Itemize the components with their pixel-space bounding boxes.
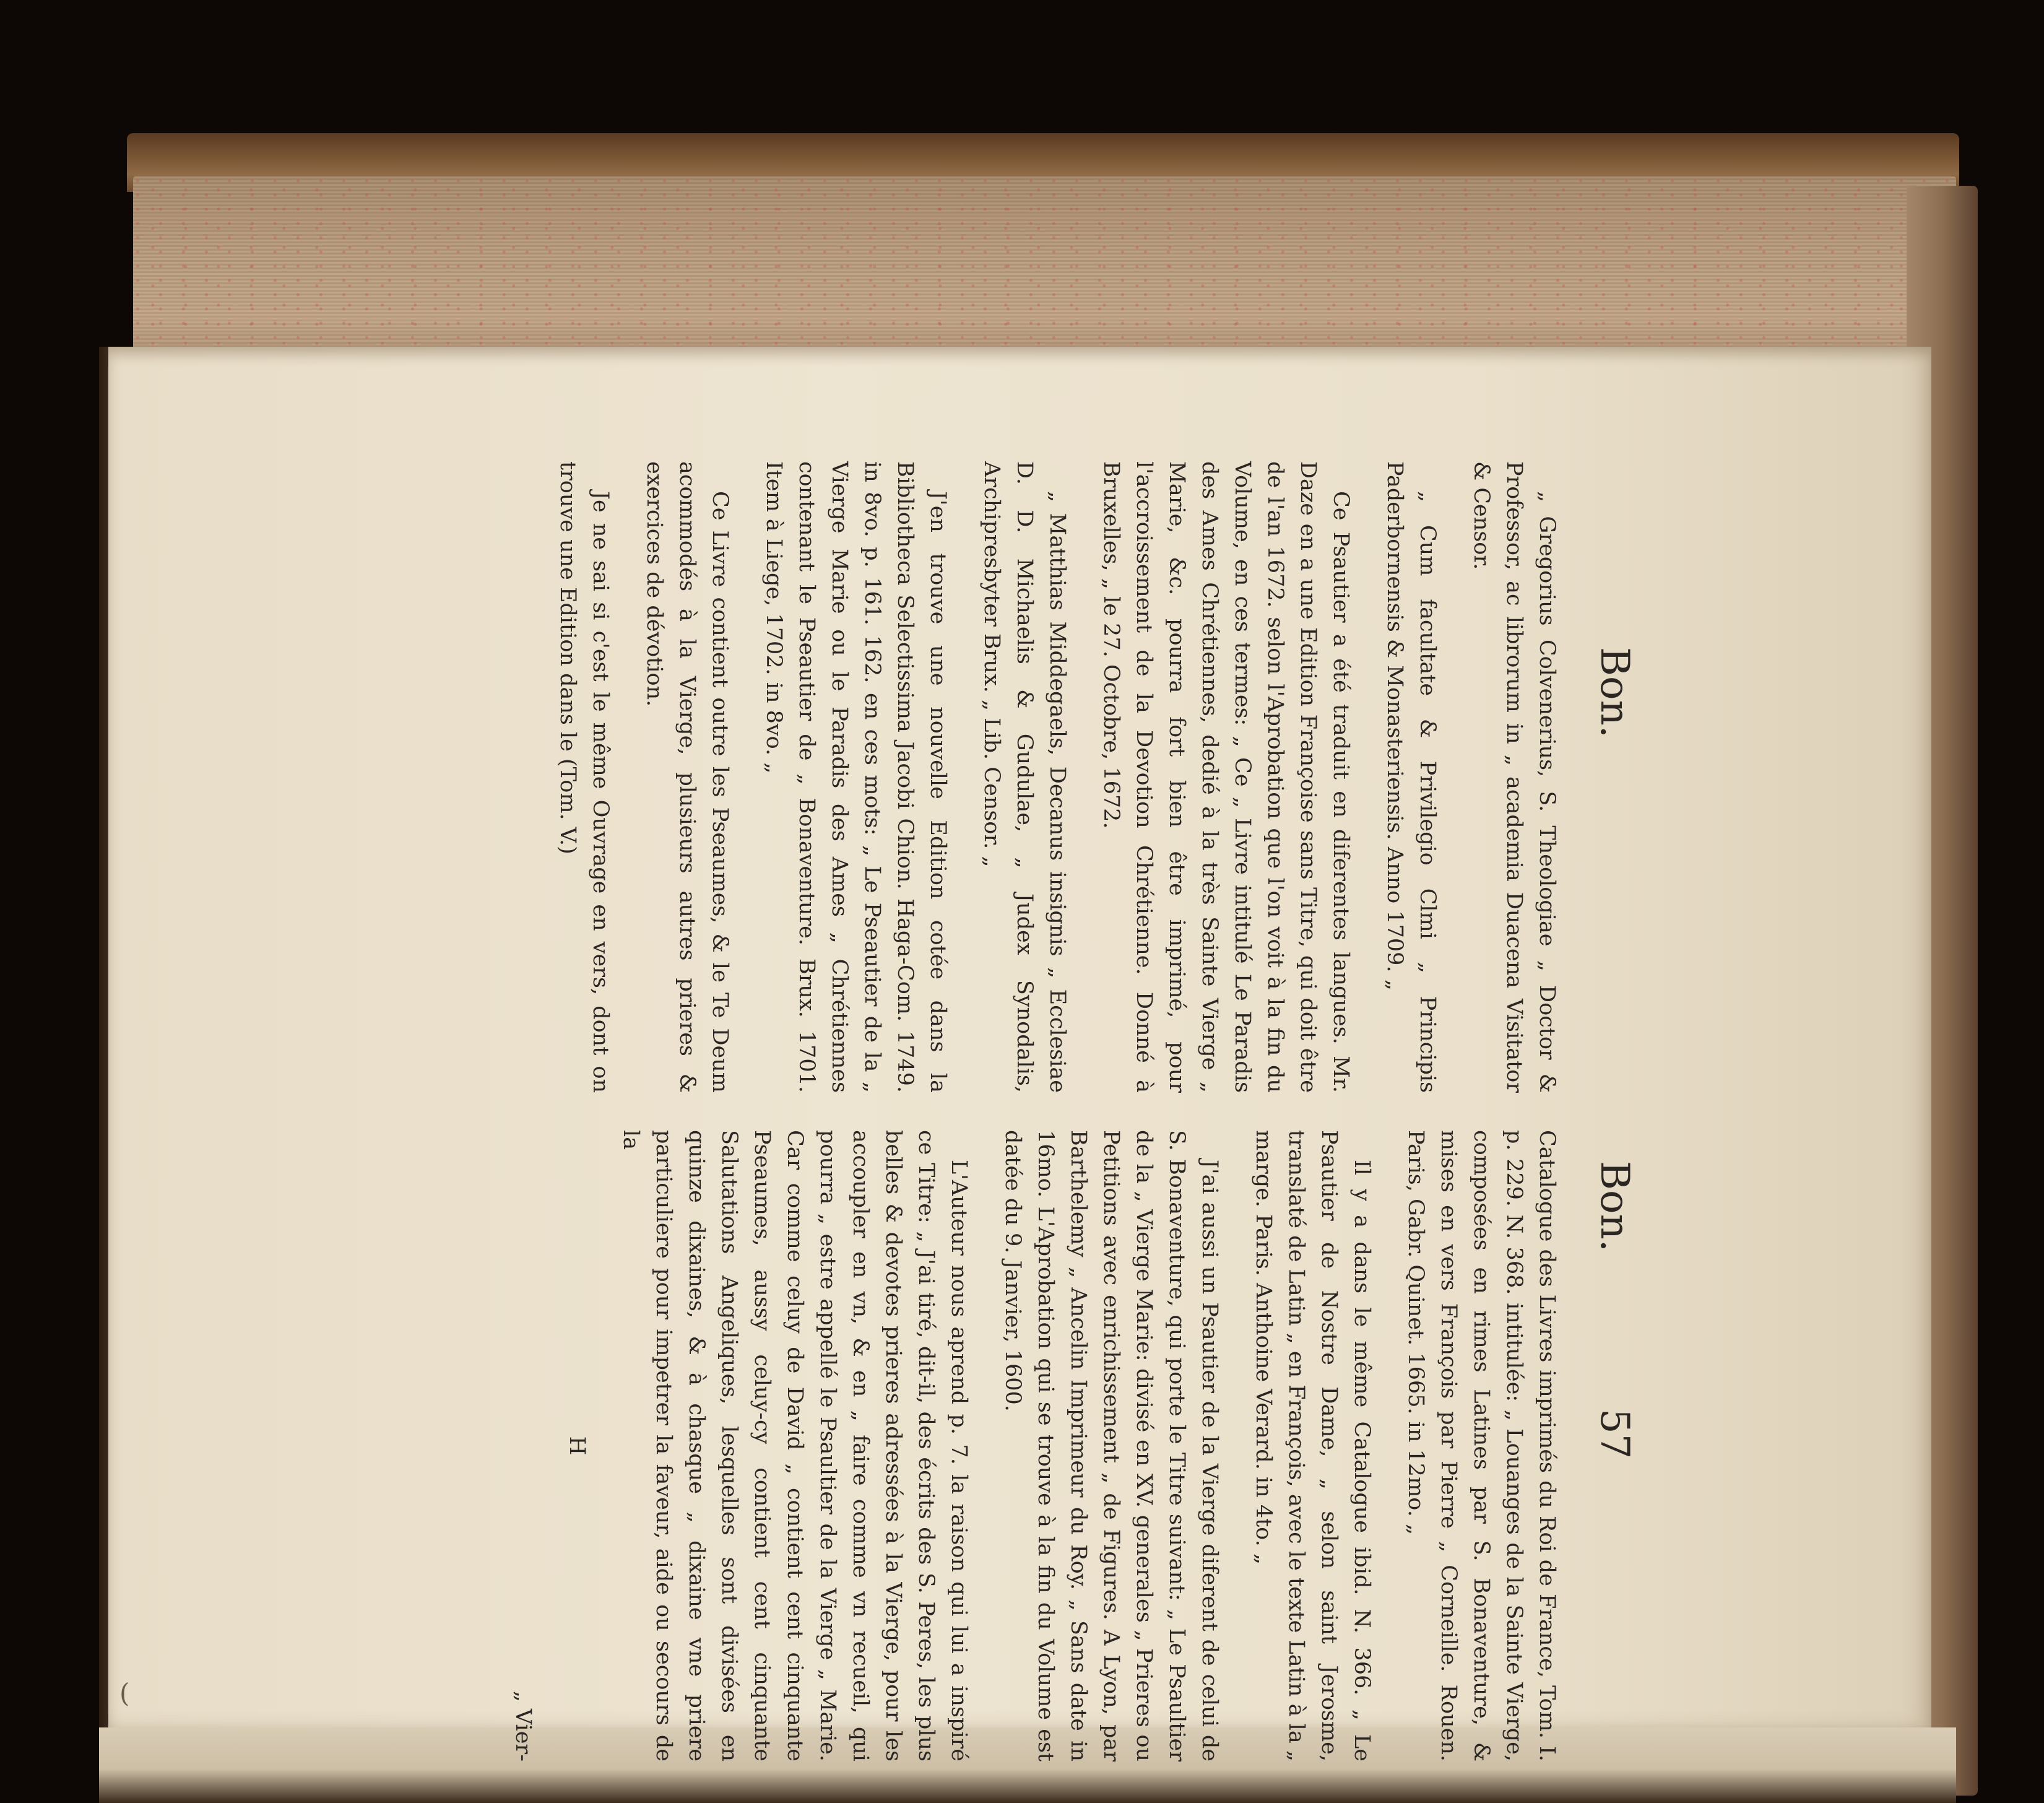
page-edges: [133, 176, 1956, 353]
stamp-mark: (: [119, 1678, 130, 1708]
text-columns: [485, 461, 1563, 1762]
paragraph: Il y a dans le même Catalogue ibid. N. 366. „ Le Psautier de Nostre Dame, „ selon saint Jerosme, translaté de Latin „ en François, avec le texte Latin à la „ marge. Paris. Anthoine Verard. in 4to. „: [1251, 1130, 1374, 1762]
paragraph: Ce Psautier a été traduit en diferentes langues. Mr. Daze en a une Edition Françoise sans Titre, qui doit être de l'an 1672. selon l'Aprobation que l'on voit à la fin du Volume, en ces termes: „ Ce „ Livre intitulé Le Paradis des Ames Chrétiennes, dedié à la très Sainte Vierge „ Marie, &c. pourra fort bien être imprimé, pour l'accroissement de la Devotion Chrétienne. Donné à Bruxelles, „ le 27. Octobre, 1672.: [1099, 461, 1353, 1093]
paragraph: J'ai aussi un Psautier de la Vierge diferent de celui de S. Bonaventure, qui porte le Titre suivant: „ Le Psaultier de la „ Vierge Marie: divisé en XV. generales „ Prieres ou Petitions avec enrichissement „ de Figures. A Lyon, par Barthelemy „ Ancelin Imprimeur du Roy. „ Sans date in 16mo. L'Aprobation qui se trouve à la fin du Volume est datée du 9. Janvier, 1600.: [1000, 1130, 1222, 1762]
catchword: „ Vier-: [511, 1690, 535, 1762]
paragraph: Catalogue des Livres imprimés du Roi de France, Tom. I. p. 229. N. 368. intitulée: „ Louanges de la Sainte Vierge, composées en rimes Latines par S. Bonaventure, & mises en vers François par Pierre „ Corneille. Rouen. Paris, Gabr. Quinet. 1665. in 12mo. „: [1403, 1130, 1559, 1762]
paragraph: Je ne sai si c'est le même Ouvrage en vers, dont on trouve une Edition dans le (Tom. V.): [555, 461, 613, 1093]
right-column: [485, 1130, 1563, 1762]
page-number: 57: [1591, 1409, 1637, 1459]
paragraph: L'Auteur nous aprend p. 7. la raison qui lui a inspiré ce Titre: „ J'ai tiré, dit-il, des écrits des S. Peres, les plus belles & devotes prieres adressées à la Vierge, pour les accoupler en vn, & en „ faire comme vn recueil, qui pourra „ estre appellé le Psaultier de la Vierge „ Marie. Car comme celuy de David „ contient cent cinquante Pseaumes, aussy celuy-cy contient cent cinquante Salutations Angeliques, lesquelles sont divisées en quinze dixaines, & à chasque „ dixaine vne priere particuliere pour impetrer la faveur, aide ou secours de la: [618, 1130, 971, 1762]
red-sprinkle: [133, 176, 1956, 353]
paragraph: J'en trouve une nouvelle Edition cotée dans la Bibliotheca Selectissima Jacobi Chion. Haga-Com. 1749. in 8vo. p. 161. 162. en ces mots: „ Le Pseautier de la „ Vierge Marie ou le Paradis des Ames „ Chrétiennes contenant le Pseautier de „ Bonaventure. Brux. 1701. Item à Liege, 1702. in 8vo. „: [761, 461, 950, 1093]
running-head: [1569, 461, 1643, 1762]
paragraph: „ Gregorius Colvenerius, S. Theologiae „ Doctor & Professor, ac librorum in „ academia Duacena Visitator & Censor.: [1469, 461, 1559, 1093]
printed-text-block: [189, 461, 1643, 1762]
paragraph: „ Matthias Middegaels, Decanus insignis „ Ecclesiae D. D. Michaelis & Gudulae, „ Judex Synodalis, Archipresbyter Brux. „ Lib. Censor. „: [979, 461, 1070, 1093]
running-head-center: Bon.: [1591, 1161, 1637, 1253]
running-head-left: Bon.: [1591, 647, 1637, 739]
paragraph: „ Cum facultate & Privilegio Clmi „ Principis Paderbornensis & Monasteriensis. Anno 1709. „: [1382, 461, 1440, 1093]
left-column: [485, 461, 1563, 1093]
paragraph: Ce Livre contient outre les Pseaumes, & le Te Deum acommodés à la Vierge, plusieurs autres prieres & exercices de dévotion.: [642, 461, 732, 1093]
signature-mark: H: [565, 1436, 589, 1456]
